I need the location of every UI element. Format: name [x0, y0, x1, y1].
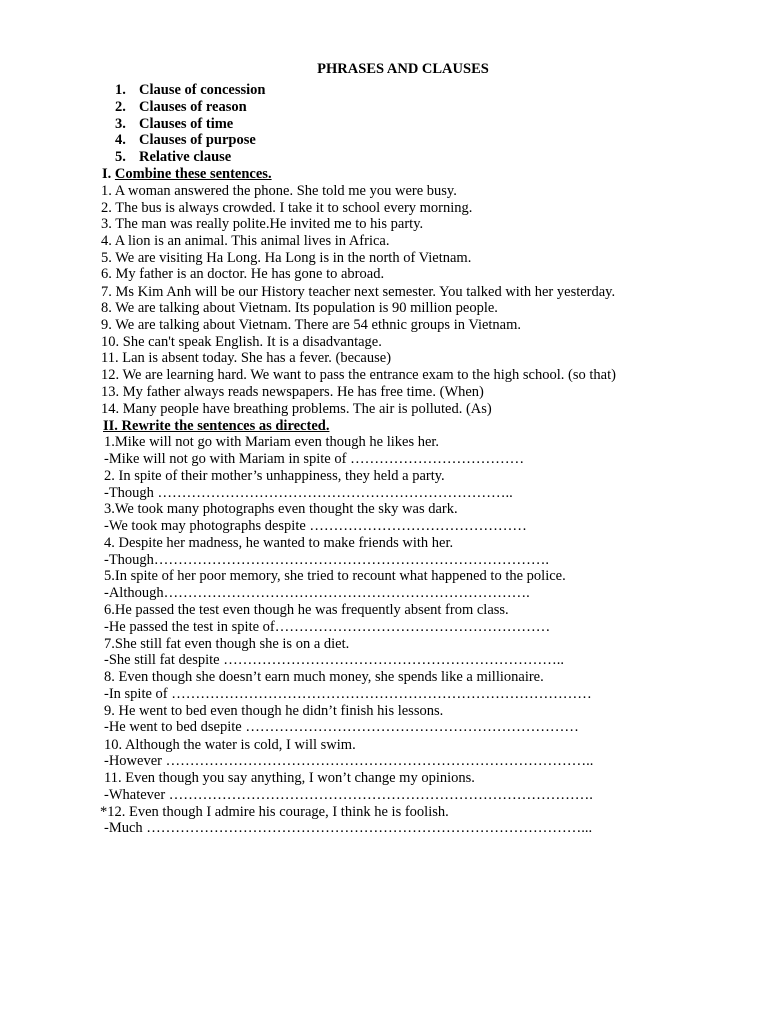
section-1-prefix: I. — [102, 166, 115, 182]
exercise-line: 3. The man was really polite.He invited me to his party. — [101, 216, 424, 232]
topic-number: 2. — [115, 98, 126, 115]
exercise-line: 11. Lan is absent today. She has a fever. (because) — [101, 350, 392, 366]
topic-number: 3. — [115, 115, 126, 132]
topic-number: 1. — [115, 82, 126, 98]
exercise-line: -In spite of …………………………………………………………………………… — [104, 686, 592, 702]
topic-item — [115, 132, 265, 149]
exercise-line: 6. My father is an doctor. He has gone to abroad. — [101, 266, 385, 282]
exercise-line: 2. In spite of their mother’s unhappiness, they held a party. — [104, 468, 445, 484]
exercise-line: -Much ………………………………………………………………………………... — [104, 820, 593, 836]
exercise-line: 14. Many people have breathing problems. The air is polluted. (As) — [101, 401, 492, 417]
topic-item — [115, 82, 265, 99]
section-2-title: II. Rewrite the sentences as directed. — [103, 418, 330, 434]
topic-label: Clause of concession — [139, 82, 266, 98]
exercise-line: 1.Mike will not go with Mariam even though he likes her. — [104, 434, 440, 450]
exercise-line: 5.In spite of her poor memory, she tried to recount what happened to the police. — [104, 568, 566, 584]
exercise-line: 4. Despite her madness, he wanted to make friends with her. — [104, 535, 454, 551]
exercise-line: -Whatever ……………………………………………………………………………. — [104, 787, 593, 803]
topic-number: 4. — [115, 132, 126, 149]
exercise-line: 11. Even though you say anything, I won’t change my opinions. — [104, 770, 475, 786]
exercise-line: -Mike will not go with Mariam in spite of ……………………………… — [104, 451, 525, 467]
exercise-line: 6.He passed the test even though he was frequently absent from class. — [104, 602, 509, 618]
section-1-title: Combine these sentences. — [114, 166, 272, 182]
topic-label: Clauses of purpose — [139, 132, 256, 149]
topic-label: Clauses of time — [139, 115, 234, 132]
topic-label: Clauses of reason — [139, 98, 247, 115]
exercise-line: 12. We are learning hard. We want to pass the entrance exam to the high school. (so that) — [101, 367, 616, 383]
exercise-line: 2. The bus is always crowded. I take it to school every morning. — [101, 200, 473, 216]
exercise-line: -He went to bed dsepite …………………………………………………………… — [104, 719, 579, 735]
exercise-line: 8. Even though she doesn’t earn much money, she spends like a millionaire. — [104, 669, 544, 685]
section-2-heading — [103, 418, 329, 435]
exercise-line: 10. Although the water is cold, I will swim. — [104, 737, 356, 753]
section-1-heading — [102, 166, 272, 183]
exercise-line: -Though ……………………………………………………………….. — [104, 485, 513, 501]
topic-number: 5. — [115, 149, 126, 166]
exercise-line: -However …………………………………………………………………………….. — [104, 753, 594, 769]
exercise-line: 7.She still fat even though she is on a diet. — [104, 636, 350, 652]
exercise-line: 9. We are talking about Vietnam. There are 54 ethnic groups in Vietnam. — [101, 317, 522, 333]
topic-item — [115, 149, 265, 166]
exercise-line: 8. We are talking about Vietnam. Its population is 90 million people. — [101, 300, 498, 316]
page-title: PHRASES AND CLAUSES — [317, 61, 489, 77]
exercise-line: -Although…………………………………………………………………. — [104, 585, 530, 601]
exercise-line: -He passed the test in spite of………………………………………………… — [104, 619, 551, 635]
exercise-line: -Though………………………………………………………………………. — [104, 552, 550, 568]
exercise-line: 7. Ms Kim Anh will be our History teacher next semester. You talked with her yesterday. — [101, 284, 616, 300]
exercise-line: -She still fat despite …………………………………………………………….. — [104, 652, 564, 668]
exercise-line: 9. He went to bed even though he didn’t finish his lessons. — [104, 703, 444, 719]
topic-label: Relative clause — [139, 149, 232, 166]
exercise-line: 1. A woman answered the phone. She told me you were busy. — [101, 183, 457, 199]
exercise-line: *12. Even though I admire his courage, I think he is foolish. — [100, 804, 449, 820]
exercise-line: 10. She can't speak English. It is a disadvantage. — [101, 334, 382, 350]
exercise-line: 4. A lion is an animal. This animal lives in Africa. — [101, 233, 390, 249]
exercise-line: 13. My father always reads newspapers. He has free time. (When) — [101, 384, 484, 400]
exercise-line: 3.We took many photographs even thought the sky was dark. — [104, 501, 458, 517]
topic-item — [115, 99, 265, 116]
topic-list — [115, 82, 265, 166]
topic-item — [115, 116, 265, 133]
exercise-line: 5. We are visiting Ha Long. Ha Long is in the north of Vietnam. — [101, 250, 472, 266]
exercise-line: -We took may photographs despite ……………………………………… — [104, 518, 527, 534]
